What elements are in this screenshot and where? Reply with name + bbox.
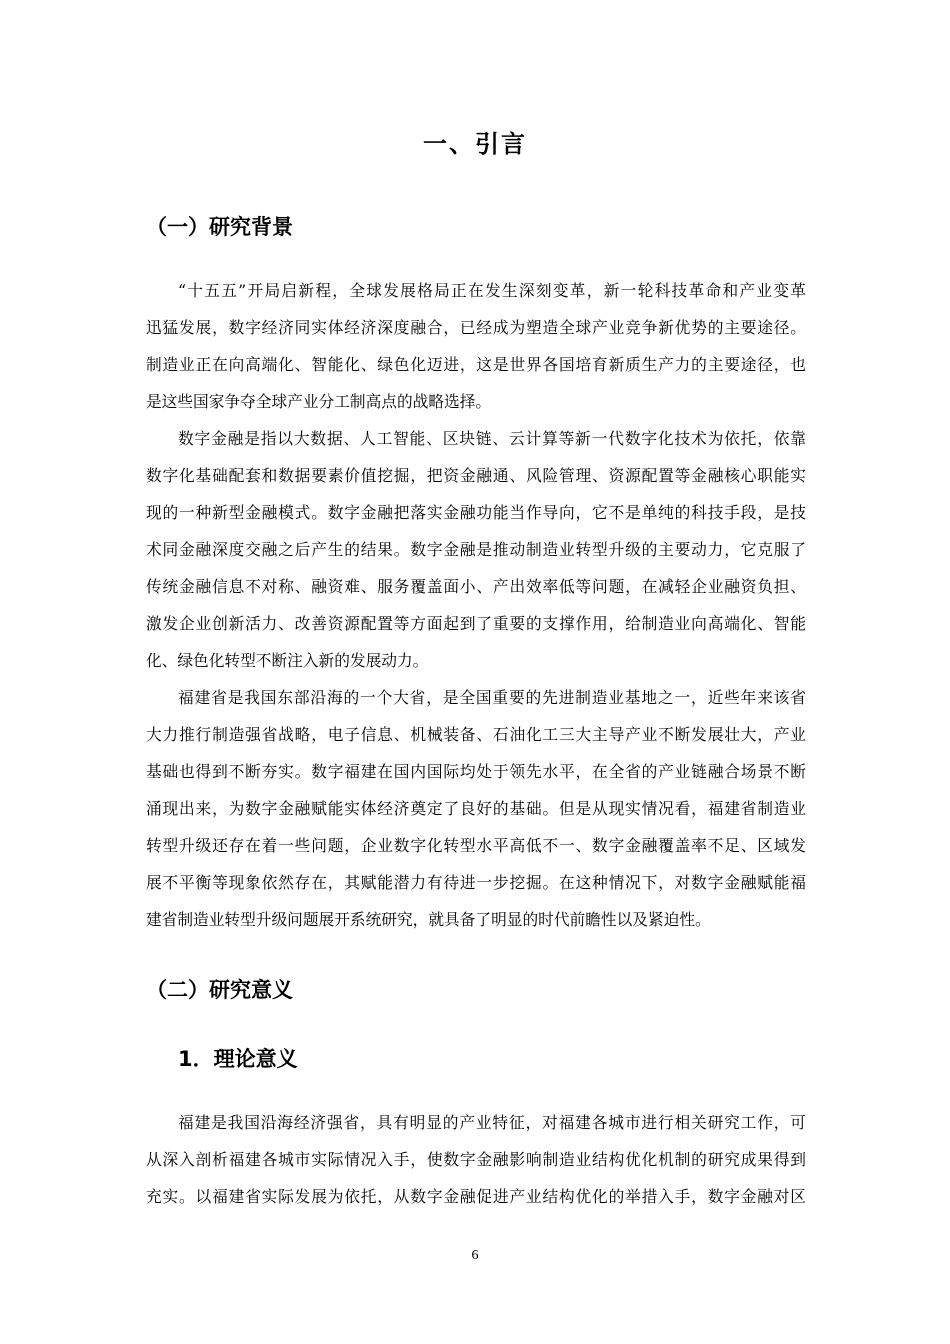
paragraph-line: 福建省是我国东部沿海的一个大省，是全国重要的先进制造业基地之一，近些年来该省 [178, 688, 806, 707]
paragraph-line: 转型升级还存在着一些问题，企业数字化转型水平高低不一、数字金融覆盖率不足、区域发 [146, 836, 806, 855]
paragraph-line: 激发企业创新活力、改善资源配置等方面起到了重要的支撑作用，给制造业向高端化、智能 [146, 614, 806, 633]
page-number: 6 [471, 1248, 479, 1263]
paragraph-line: 化、绿色化转型不断注入新的发展动力。 [146, 651, 429, 670]
paragraph-line: 迅猛发展，数字经济同实体经济深度融合，已经成为塑造全球产业竞争新优势的主要途径。 [146, 318, 806, 337]
section-heading-research-significance: （二）研究意义 [146, 978, 293, 1002]
paragraph-line: 数字化基础配套和数据要素价值挖掘，把资金融通、风险管理、资源配置等金融核心职能实 [146, 466, 806, 485]
paragraph-line: 大力推行制造强省战略，电子信息、机械装备、石油化工三大主导产业不断发展壮大，产业 [146, 725, 806, 744]
paragraph-line: “十五五”开局启新程，全球发展格局正在发生深刻变革，新一轮科技革命和产业变革 [178, 281, 806, 300]
paragraph-line: 福建是我国沿海经济强省，具有明显的产业特征，对福建各城市进行相关研究工作，可 [178, 1113, 806, 1132]
paragraph-line: 基础也得到不断夯实。数字福建在国内国际均处于领先水平，在全省的产业链融合场景不断 [146, 762, 806, 781]
paragraph-line: 数字金融是指以大数据、人工智能、区块链、云计算等新一代数字化技术为依托，依靠 [178, 429, 806, 448]
paragraph-line: 从深入剖析福建各城市实际情况入手，使数字金融影响制造业结构优化机制的研究成果得到 [146, 1150, 806, 1169]
paragraph-line: 充实。以福建省实际发展为依托，从数字金融促进产业结构优化的举措入手，数字金融对区 [146, 1187, 806, 1206]
paragraph-line: 展不平衡等现象依然存在，其赋能潜力有待进一步挖掘。在这种情况下，对数字金融赋能福 [146, 873, 806, 892]
paragraph-line: 建省制造业转型升级问题展开系统研究，就具备了明显的时代前瞻性以及紧迫性。 [146, 910, 711, 929]
paragraph-line: 制造业正在向高端化、智能化、绿色化迈进，这是世界各国培育新质生产力的主要途径，也 [146, 355, 806, 374]
paragraph-line: 现的一种新型金融模式。数字金融把落实金融功能当作导向，它不是单纯的科技手段，是技 [146, 503, 806, 522]
chapter-title: 一、引言 [423, 130, 527, 158]
paragraph-line: 传统金融信息不对称、融资难、服务覆盖面小、产出效率低等问题，在减轻企业融资负担、 [146, 577, 806, 596]
section-heading-research-background: （一）研究背景 [146, 215, 293, 239]
subsection-heading-theoretical-significance: 1．理论意义 [178, 1047, 298, 1071]
paragraph-line: 是这些国家争夺全球产业分工制高点的战略选择。 [146, 392, 492, 411]
paragraph-line: 涌现出来，为数字金融赋能实体经济奠定了良好的基础。但是从现实情况看，福建省制造业 [146, 799, 806, 818]
paragraph-line: 术同金融深度交融之后产生的结果。数字金融是推动制造业转型升级的主要动力，它克服了 [146, 540, 806, 559]
